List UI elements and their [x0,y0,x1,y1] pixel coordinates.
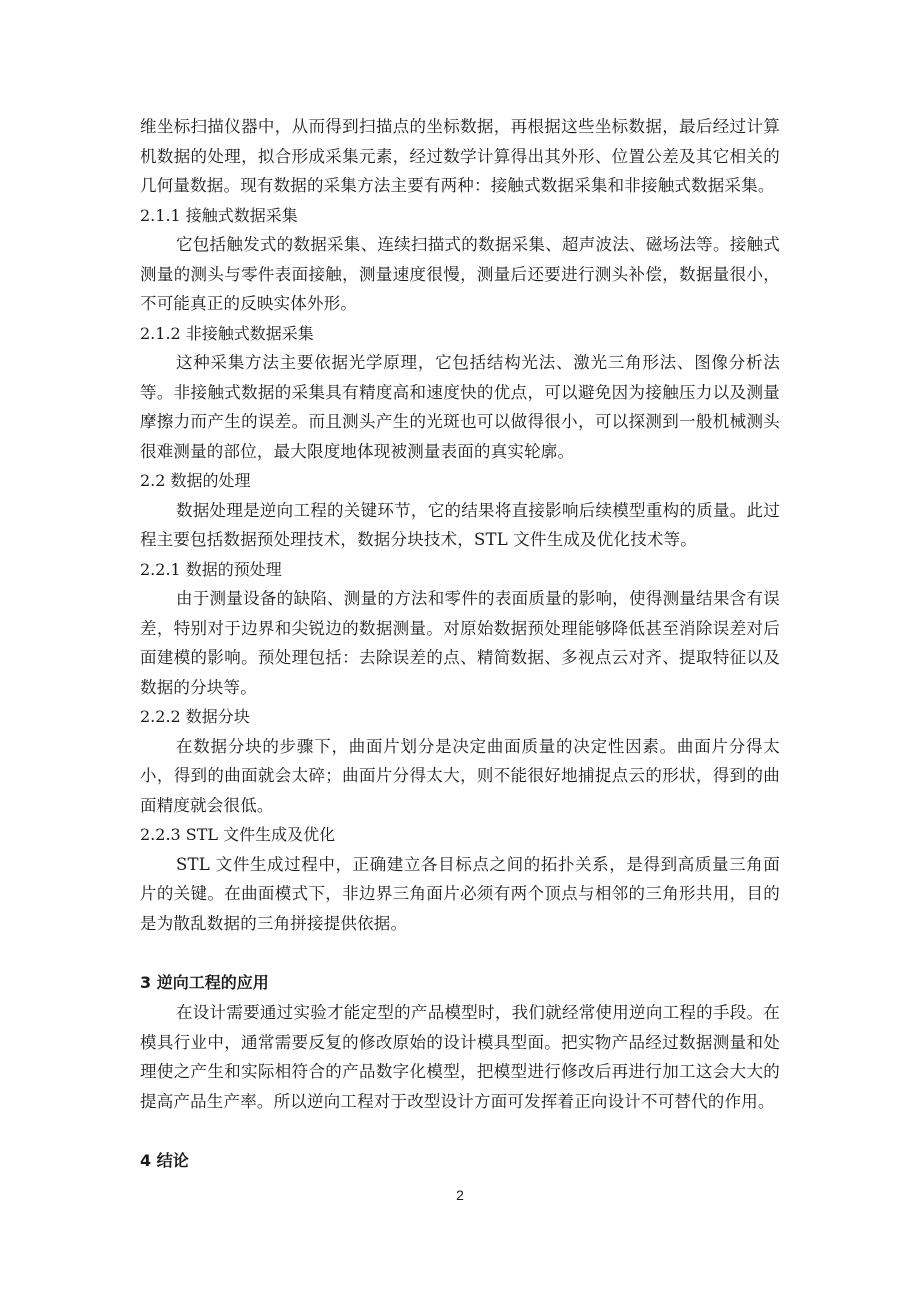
paragraph-2-2-2: 在数据分块的步骤下，曲面片划分是决定曲面质量的决定性因素。曲面片分得太小，得到的曲面就会太碎；曲面片分得太大，则不能很好地捕捉点云的形状，得到的曲面精度就会很低。 [140,736,780,815]
paragraph-2-2: 数据处理是逆向工程的关键环节，它的结果将直接影响后续模型重构的质量。此过程主要包括数据预处理技术，数据分块技术，STL 文件生成及优化技术等。 [140,500,780,549]
section-spacer [140,938,780,968]
section-spacer [140,1116,780,1146]
heading-2-2-2: 2.2.2 数据分块 [140,707,250,726]
paragraph-2-2-1: 由于测量设备的缺陷、测量的方法和零件的表面质量的影响，使得测量结果含有误差，特别对于边界和尖锐边的数据测量。对原始数据预处理能够降低甚至消除误差对后面建模的影响。预处理包括：去除误差的点、精简数据、多视点云对齐、提取特征以及数据的分块等。 [140,589,780,697]
paragraph-intro: 维坐标扫描仪器中，从而得到扫描点的坐标数据，再根据这些坐标数据，最后经过计算机数据的处理，拟合形成采集元素，经过数学计算得出其外形、位置公差及其它相关的几何量数据。现有数据的采集方法主要有两种：接触式数据采集和非接触式数据采集。 [140,117,780,195]
paragraph-2-1-2: 这种采集方法主要依据光学原理，它包括结构光法、激光三角形法、图像分析法等。非接触式数据的采集具有精度高和速度快的优点，可以避免因为接触压力以及测量摩擦力而产生的误差。而且测头产生的光斑也可以做得很小，可以探测到一般机械测头很难测量的部位，最大限度地体现被测量表面的真实轮廓。 [140,353,780,461]
paragraph-2-2-3: STL 文件生成过程中，正确建立各目标点之间的拓扑关系，是得到高质量三角面片的关键。在曲面模式下，非边界三角面片必须有两个顶点与相邻的三角形共用，目的是为散乱数据的三角拼接提供依据。 [140,854,780,933]
heading-2-2-1: 2.2.1 数据的预处理 [140,559,282,579]
paragraph-2-1-1: 它包括触发式的数据采集、连续扫描式的数据采集、超声波法、磁场法等。接触式测量的测头与零件表面接触，测量速度很慢，测量后还要进行测头补偿，数据量很小，不可能真正的反映实体外形。 [140,235,780,313]
heading-2-2-3: 2.2.3 STL 文件生成及优化 [140,825,336,844]
document-page [140,112,780,1176]
page-number: 2 [456,1187,464,1203]
heading-2-2: 2.2 数据的处理 [140,471,251,490]
heading-section-4: 4 结论 [140,1151,189,1170]
paragraph-section-3: 在设计需要通过实验才能定型的产品模型时，我们就经常使用逆向工程的手段。在模具行业中，通常需要反复的修改原始的设计模具型面。把实物产品经过数据测量和处理使之产生和实际相符合的产品数字化模型，把模型进行修改后再进行加工这会大大的提高产品生产率。所以逆向工程对于改型设计方面可发挥着正向设计不可替代的作用。 [140,1003,780,1111]
heading-2-1-2: 2.1.2 非接触式数据采集 [140,323,314,343]
heading-2-1-1: 2.1.1 接触式数据采集 [140,205,298,225]
heading-section-3: 3 逆向工程的应用 [140,973,269,992]
